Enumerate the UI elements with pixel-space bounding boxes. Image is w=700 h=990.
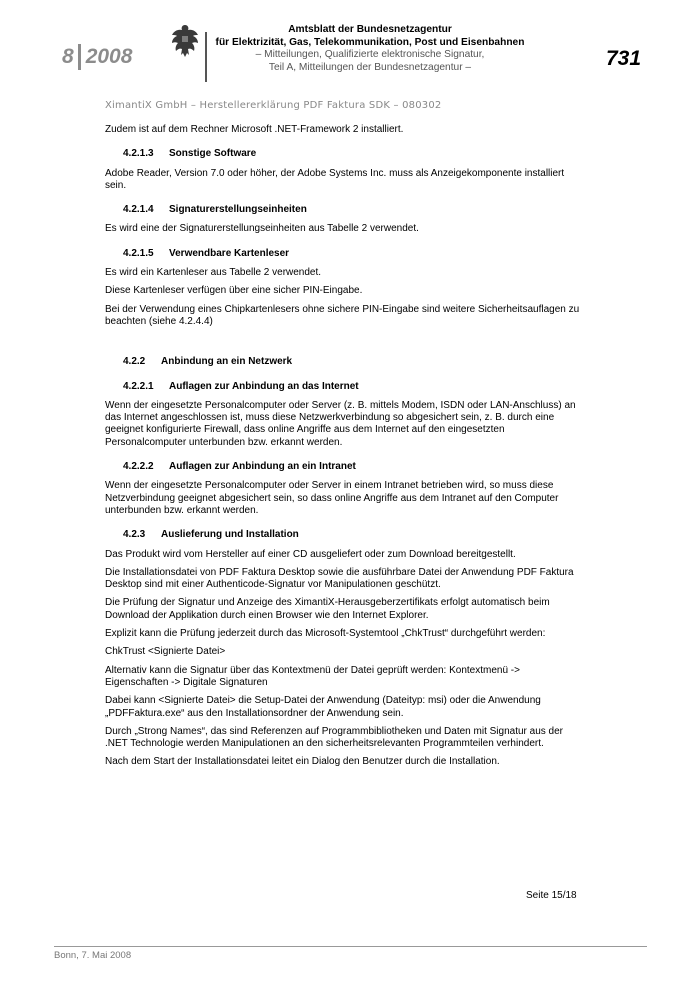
paragraph: Dabei kann <Signierte Datei> die Setup-Datei der Anwendung (Dateityp: msi) oder die Anwendung „PDFFaktura.exe“ aus den Installationsordner der Anwendung sein. [105,695,541,719]
paragraph: Es wird ein Kartenleser aus Tabelle 2 verwendet. [105,267,322,279]
section-title: Anbindung an ein Netzwerk [161,356,293,368]
section-heading [105,248,583,260]
masthead-divider [205,32,207,82]
issue-number: 8 [62,45,74,68]
paragraph: Nach dem Start der Installationsdatei leitet ein Dialog den Benutzer durch die Installation. [105,756,500,768]
paragraph: Wenn der eingesetzte Personalcomputer oder Server (z. B. mittels Modem, ISDN oder LAN-Anschluss) an das Internet angeschlossen ist, muss diese Netzwerkverbindung so abgesichert sein, z. B. durch eine geeignet konfigurierte Firewall, dass online Angriffe aus dem Internet auf den eingesetzten Personalcomputer unterbunden bzw. erkannt werden. [105,399,576,448]
paragraph: Adobe Reader, Version 7.0 oder höher, der Adobe Systems Inc. muss als Anzeigekomponente installiert sein. [105,167,565,191]
masthead-subtitle: für Elektrizität, Gas, Telekommunikation, Post und Eisenbahnen [215,36,525,48]
paragraph: Durch „Strong Names“, das sind Referenzen auf Programmbibliotheken und Daten mit Signatur aus der .NET Technologie werden Manipulationen an den sicherheitsrelevanten Programmteilen verhindert. [105,725,564,750]
section-heading [105,381,583,393]
federal-eagle-icon [170,22,200,60]
paragraph: Zudem ist auf dem Rechner Microsoft .NET-Framework 2 installiert. [105,124,404,135]
section-number: 4.2.2.1 [123,380,154,392]
paragraph: Explizit kann die Prüfung jederzeit durch das Microsoft-Systemtool „ChkTrust“ durchgeführt werden: [105,628,546,640]
section-number: 4.2.1.5 [123,247,154,259]
masthead-title: Amtsblatt der Bundesnetzagentur [288,24,452,35]
document-body [105,124,583,775]
masthead [214,24,526,74]
paragraph: Es wird eine der Signaturerstellungseinheiten aus Tabelle 2 verwendet. [105,223,419,235]
section-number: 4.2.2.2 [123,461,154,473]
paragraph: Das Produkt wird vom Hersteller auf einer CD ausgeliefert oder zum Download bereitgestellt. [105,548,516,560]
footer-divider [54,946,647,947]
page-counter: Seite 15/18 [526,890,577,901]
footer-date: Bonn, 7. Mai 2008 [54,950,132,961]
section-title: Sonstige Software [169,148,257,160]
section-heading [105,461,583,473]
section-title: Auflagen zur Anbindung an das Internet [169,380,359,392]
section-number: 4.2.1.3 [123,148,154,160]
section-title: Verwendbare Kartenleser [169,247,290,259]
section-title: Auflagen zur Anbindung an ein Intranet [169,461,356,473]
paragraph: Die Installationsdatei von PDF Faktura Desktop sowie die ausführbare Datei der Anwendung PDF Faktura Desktop sind mit einer Authenticode-Signatur vor Manipulationen geschützt. [105,566,574,591]
paragraph: Diese Kartenleser verfügen über eine sicher PIN-Eingabe. [105,285,363,297]
masthead-section: – Mitteilungen, Qualifizierte elektronische Signatur, [255,49,485,60]
paragraph: Wenn der eingesetzte Personalcomputer oder Server in einem Intranet betrieben wird, so muss diese Netzverbindung geeignet abgesichert sein, so dass online Angriffe aus dem Intranet auf den Computer unterbunden bzw. erkannt werden. [105,480,559,516]
section-heading [105,356,583,368]
section-number: 4.2.2 [123,356,146,368]
masthead-part: Teil A, Mitteilungen der Bundesnetzagentur – [268,61,472,73]
issue-label [62,44,132,70]
section-title: Signaturerstellungseinheiten [169,204,307,216]
paragraph: Bei der Verwendung eines Chipkartenlesers ohne sichere PIN-Eingabe sind weitere Sicherheitsauflagen zu beachten (siehe 4.2.4.4) [105,303,580,327]
journal-page-number: 731 [606,47,642,70]
section-heading [105,529,583,541]
section-number: 4.2.3 [123,529,146,541]
section-title: Auslieferung und Installation [161,529,299,541]
paragraph: ChkTrust <Signierte Datei> [105,646,226,658]
document-header: XimantiX GmbH – Herstellererklärung PDF Faktura SDK – 080302 [105,100,442,111]
section-number: 4.2.1.4 [123,204,154,216]
section-heading [105,148,583,160]
paragraph: Die Prüfung der Signatur und Anzeige des XimantiX-Herausgeberzertifikats erfolgt automatisch beim Download der Applikation durch einen Browser wie den Internet Explorer. [105,597,550,621]
issue-year: 2008 [85,45,133,68]
issue-divider [78,44,81,70]
section-heading [105,204,583,216]
paragraph: Alternativ kann die Signatur über das Kontextmenü der Datei geprüft werden: Kontextmenü -> Eigenschaften -> Digitale Signaturen [105,664,520,688]
